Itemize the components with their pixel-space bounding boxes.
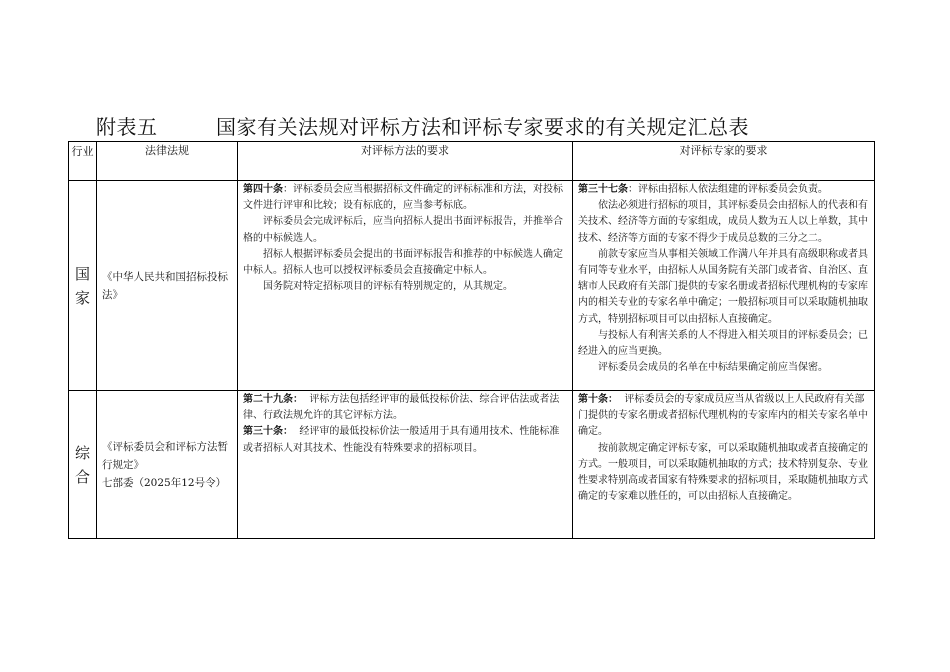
method-paragraph: 招标人根据评标委员会提出的书面评标报告和推荐的中标候选人确定中标人。招标人也可以授权评标委员会直接确定中标人。 [243, 248, 563, 277]
header-law: 法律法规 [97, 142, 238, 181]
header-method: 对评标方法的要求 [238, 142, 573, 181]
expert-paragraph: 前款专家应当从事相关领域工作满八年并具有高级职称或者具有同等专业水平，由招标人从国务院有关部门或者省、自治区、直辖市人民政府有关部门提供的专家名册或者招标代理机构的专家库内的相关专业的专家名单中确定；一般招标项目可以采取随机抽取方式，特别招标项目可以由招标人直接确定。 [578, 248, 868, 325]
title-text: 国家有关法规对评标方法和评标专家要求的有关规定汇总表 [216, 115, 749, 139]
industry-cell [69, 391, 97, 539]
article-text: 经评审的最低投标价法一般适用于具有通用技术、性能标准或者招标人对其技术、性能没有特殊要求的招标项目。 [243, 426, 560, 454]
method-cell [238, 181, 573, 391]
table-row [69, 391, 875, 539]
industry-label: 综合 [75, 443, 91, 486]
industry-cell [69, 181, 97, 391]
page-title [96, 111, 749, 140]
title-prefix: 附表五 [96, 115, 158, 139]
article-number: 第十条： [578, 394, 618, 405]
law-cell [97, 391, 238, 539]
article-text: ：评标委员会应当根据招标文件确定的评标标准和方法，对投标文件进行评审和比较；设有标底的，应当参考标底。 [243, 184, 563, 212]
expert-paragraph [578, 182, 868, 198]
table-row [69, 181, 875, 391]
expert-paragraph [578, 392, 868, 441]
article-number: 第三十条： [243, 426, 293, 438]
method-paragraph [243, 392, 566, 424]
expert-paragraph: 按前款规定确定评标专家，可以采取随机抽取或者直接确定的方式。一般项目，可以采取随机抽取的方式；技术特别复杂、专业性要求特别高或者国家有特殊要求的招标项目，采取随机抽取方式确定的专家难以胜任的，可以由招标人直接确定。 [578, 442, 868, 503]
method-paragraph [243, 424, 566, 456]
expert-paragraph: 评标委员会成员的名单在中标结果确定前应当保密。 [598, 362, 828, 374]
law-issuer: 七部委（2025年12号令） [102, 476, 227, 489]
law-cell [97, 181, 238, 391]
article-text: 评标方法包括经评审的最低投标价法、综合评估法或者法律、行政法规允许的其它评标方法。 [243, 394, 560, 422]
table-header-row [69, 142, 875, 181]
header-expert: 对评标专家的要求 [573, 142, 875, 181]
law-name: 《中华人民共和国招标投标法》 [102, 270, 228, 301]
article-text: ：评标由招标人依法组建的评标委员会负责。 [628, 184, 828, 195]
expert-paragraph: 与投标人有利害关系的人不得进入相关项目的评标委员会；已经进入的应当更换。 [578, 329, 868, 358]
article-number: 第三十七条 [578, 184, 628, 195]
regulations-table [68, 141, 875, 539]
method-cell [238, 391, 573, 539]
article-number: 第四十条 [243, 184, 283, 195]
article-number: 第二十九条： [243, 394, 303, 405]
method-paragraph [243, 182, 566, 214]
expert-cell [573, 391, 875, 539]
expert-cell [573, 181, 875, 391]
industry-label: 国家 [75, 264, 91, 307]
article-text: 评标委员会的专家成员应当从省级以上人民政府有关部门提供的专家名册或者招标代理机构的专家库内的相关专家名单中确定。 [578, 394, 868, 438]
expert-paragraph: 依法必须进行招标的项目，其评标委员会由招标人的代表和有关技术、经济等方面的专家组成，成员人数为五人以上单数，其中技术、经济等方面的专家不得少于成员总数的三分之二。 [578, 200, 868, 244]
method-paragraph: 评标委员会完成评标后，应当向招标人提出书面评标报告，并推举合格的中标候选人。 [243, 216, 563, 244]
law-name: 《评标委员会和评标方法暂行规定》 [102, 440, 228, 471]
method-paragraph: 国务院对特定招标项目的评标有特别规定的，从其规定。 [263, 281, 513, 293]
header-industry: 行业 [69, 142, 97, 181]
